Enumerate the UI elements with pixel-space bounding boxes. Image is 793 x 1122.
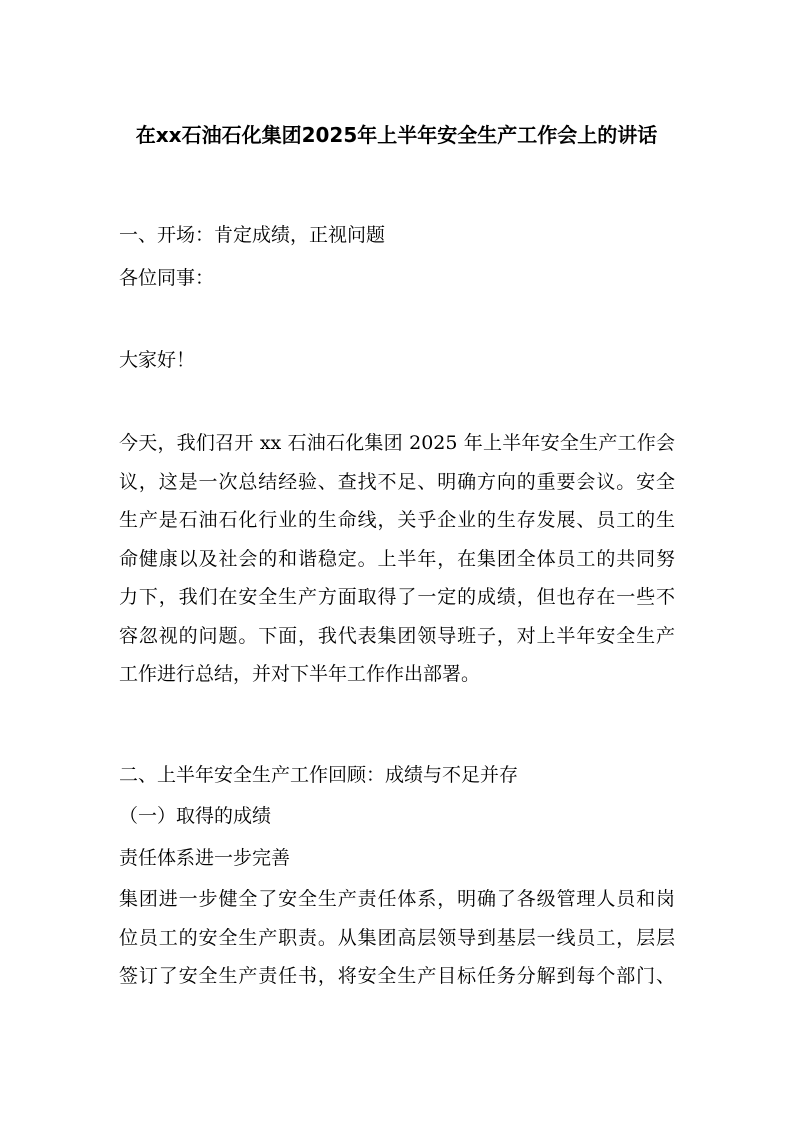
intro-line: 容忽视的问题。下面，我代表集团领导班子，对上半年安全生产 xyxy=(119,624,675,647)
subsection-1-heading: （一）取得的成绩 xyxy=(119,805,272,827)
intro-line: 力下，我们在安全生产方面取得了一定的成绩，但也存在一些不 xyxy=(119,586,675,608)
item-1-line: 签订了安全生产责任书，将安全生产目标任务分解到每个部门、 xyxy=(119,965,675,987)
intro-line: 今天，我们召开 xx 石油石化集团 2025 年上半年安全生产工作会 xyxy=(119,432,675,454)
document-title: 在xx石油石化集团2025年上半年安全生产工作会上的讲话 xyxy=(135,123,658,147)
salutation: 各位同事： xyxy=(119,267,215,289)
intro-paragraph xyxy=(119,424,675,694)
section-1-heading: 一、开场：肯定成绩，正视问题 xyxy=(119,224,386,246)
item-1-line: 集团进一步健全了安全生产责任体系，明确了各级管理人员和岗 xyxy=(119,888,675,910)
intro-line: 工作进行总结，并对下半年工作作出部署。 xyxy=(119,663,481,685)
item-1-heading: 责任体系进一步完善 xyxy=(119,847,291,869)
item-1-paragraph xyxy=(119,880,675,996)
section-2-heading: 二、上半年安全生产工作回顾：成绩与不足并存 xyxy=(119,764,519,786)
intro-line: 生产是石油石化行业的生命线，关乎企业的生存发展、员工的生 xyxy=(119,509,675,531)
greeting: 大家好！ xyxy=(119,349,196,371)
intro-line: 议，这是一次总结经验、查找不足、明确方向的重要会议。安全 xyxy=(119,470,675,493)
item-1-line: 位员工的安全生产职责。从集团高层领导到基层一线员工，层层 xyxy=(119,926,675,949)
intro-line: 命健康以及社会的和谐稳定。上半年，在集团全体员工的共同努 xyxy=(119,547,675,570)
